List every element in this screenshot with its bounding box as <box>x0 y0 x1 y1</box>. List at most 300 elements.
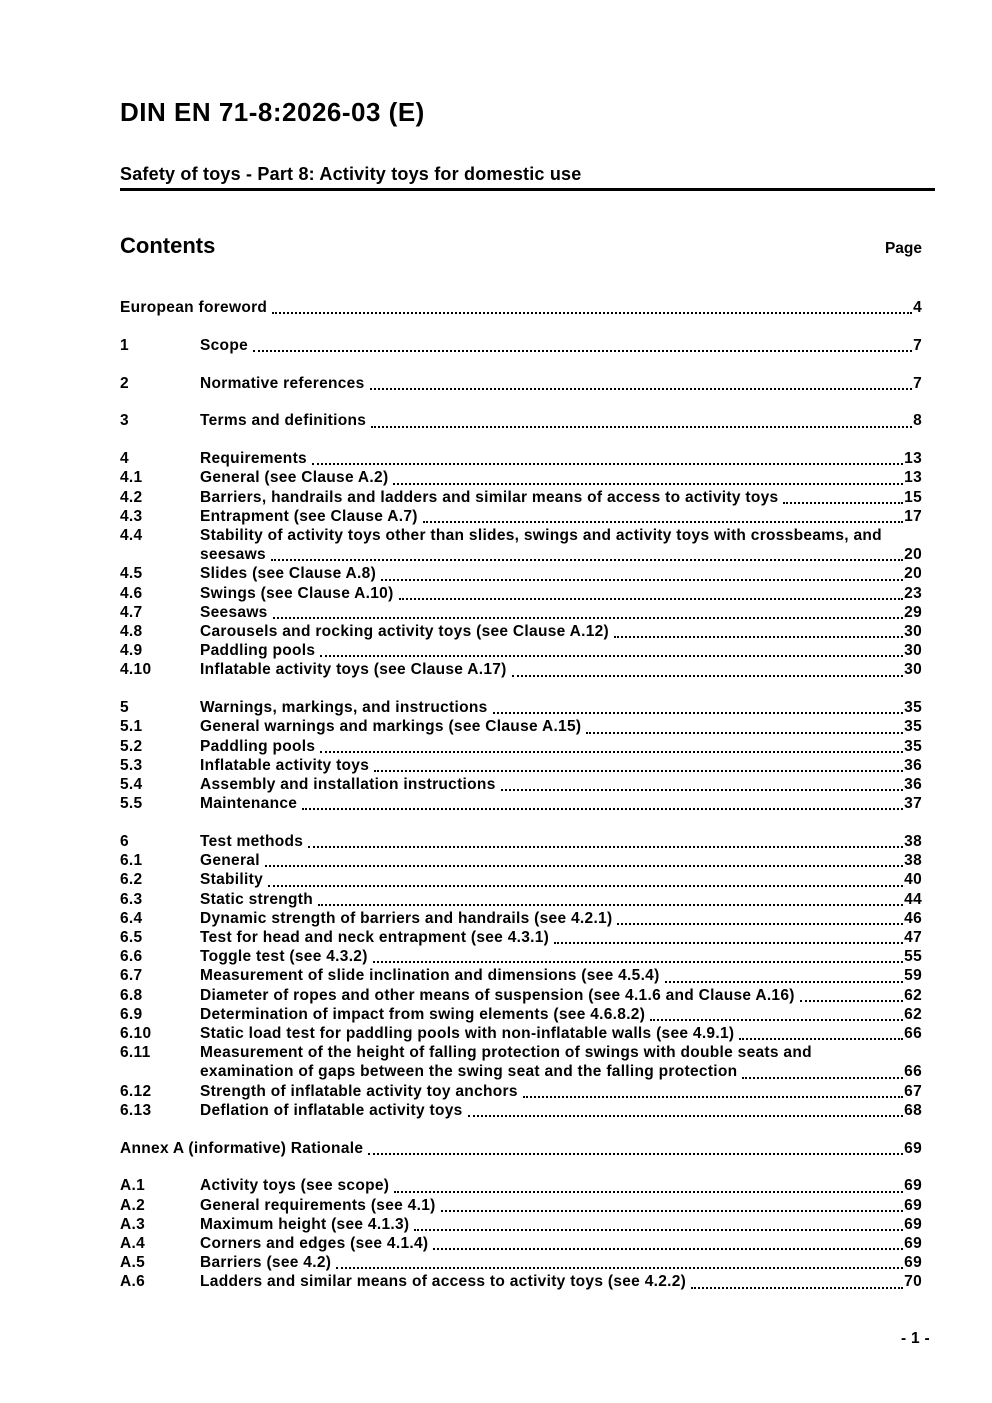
toc-entry-number: 4.9 <box>120 642 143 660</box>
toc-entry-title: Warnings, markings, and instructions <box>200 699 488 717</box>
toc-entry-title: Paddling pools <box>200 642 316 660</box>
toc-entry-body <box>200 909 935 928</box>
toc-entry-number: 6.1 <box>120 852 143 870</box>
toc-entry-page: 69 <box>904 1177 922 1195</box>
toc-entry[interactable] <box>120 890 935 909</box>
toc-entry-page: 62 <box>904 986 922 1004</box>
toc-entry[interactable] <box>120 966 935 985</box>
toc-entry-page: 37 <box>904 795 922 813</box>
toc-entry[interactable] <box>120 909 935 928</box>
toc-entry-line <box>200 411 935 430</box>
toc-entry-title: Test for head and neck entrapment (see 4.3.1) <box>200 929 550 947</box>
toc-entry-body <box>120 298 935 317</box>
toc-entry-title: Static load test for paddling pools with non-inflatable walls (see 4.9.1) <box>200 1025 735 1043</box>
toc-entry-body <box>200 468 935 487</box>
toc-entry-title: European foreword <box>120 299 268 316</box>
toc-entry-page: 7 <box>913 336 922 354</box>
toc-entry[interactable] <box>120 1043 935 1081</box>
document-title: Safety of toys - Part 8: Activity toys for domestic use <box>120 163 935 191</box>
toc-entry-line <box>200 336 935 355</box>
toc-entry-number: 1 <box>120 336 129 354</box>
dot-leader <box>268 603 905 622</box>
toc-entry-title: Test methods <box>200 833 304 851</box>
toc-entry[interactable] <box>120 336 935 355</box>
toc-entry-body <box>200 660 935 679</box>
toc-entry-title: Deflation of inflatable activity toys <box>200 1101 463 1119</box>
toc-entry-page: 4 <box>913 299 922 316</box>
toc-group <box>120 698 935 813</box>
dot-leader <box>609 622 904 641</box>
toc-entry[interactable] <box>120 449 935 468</box>
toc-entry[interactable] <box>120 411 935 430</box>
toc-entry[interactable] <box>120 1196 935 1215</box>
toc-entry-line <box>200 507 935 526</box>
toc-entry-page: 20 <box>904 546 922 564</box>
toc-entry-page: 30 <box>904 623 922 641</box>
toc-entry-number: 4.3 <box>120 507 143 525</box>
toc-entry-body <box>200 584 935 603</box>
toc-entry-title: Terms and definitions <box>200 412 367 430</box>
toc-group <box>120 1139 935 1158</box>
toc-entry[interactable] <box>120 1024 935 1043</box>
toc-group <box>120 832 935 1120</box>
toc-entry-page: 36 <box>904 756 922 774</box>
toc-entry-title: General (see Clause A.2) <box>200 469 389 487</box>
toc-entry[interactable] <box>120 641 935 660</box>
toc-entry[interactable] <box>120 698 935 717</box>
toc-entry-number: 6.13 <box>120 1101 152 1119</box>
toc-entry-line <box>200 1043 935 1062</box>
dot-leader <box>315 641 904 660</box>
toc-entry-body <box>200 1196 935 1215</box>
toc-entry-page: 68 <box>904 1101 922 1119</box>
toc-entry-body <box>200 488 935 507</box>
dot-leader <box>418 507 904 526</box>
dot-leader <box>737 1062 904 1081</box>
toc-entry-number: 5 <box>120 699 129 717</box>
toc-entry-body <box>200 1176 935 1195</box>
toc-entry-body <box>200 698 935 717</box>
toc-entry-line <box>200 622 935 641</box>
toc-entry[interactable] <box>120 298 935 317</box>
toc-entry-page: 69 <box>904 1235 922 1253</box>
toc-entry-number: A.4 <box>120 1235 146 1253</box>
toc-entry-line <box>200 890 935 909</box>
toc-entry-line <box>200 545 935 564</box>
toc-entry-title: Carousels and rocking activity toys (see Clause A.12) <box>200 623 609 641</box>
toc-entry[interactable] <box>120 507 935 526</box>
toc-entry-page: 36 <box>904 776 922 794</box>
toc-entry-body <box>200 1101 935 1120</box>
toc-entry-line <box>200 603 935 622</box>
toc-entry-page: 69 <box>904 1196 922 1214</box>
dot-leader <box>394 584 905 603</box>
toc-entry-title: Entrapment (see Clause A.7) <box>200 507 418 525</box>
toc-entry-line <box>200 794 935 813</box>
toc-entry-page: 40 <box>904 871 922 889</box>
toc-entry-number: 5.1 <box>120 718 143 736</box>
toc-entry-body <box>200 336 935 355</box>
toc-entry-body <box>200 966 935 985</box>
toc-entry-title: Assembly and installation instructions <box>200 776 496 794</box>
toc-entry-title: Toggle test (see 4.3.2) <box>200 948 368 966</box>
toc-entry-line <box>200 928 935 947</box>
toc-entry-title: Stability <box>200 871 263 889</box>
toc-entry-page: 30 <box>904 642 922 660</box>
toc-entry[interactable] <box>120 584 935 603</box>
toc-entry[interactable] <box>120 851 935 870</box>
toc-entry[interactable] <box>120 986 935 1005</box>
toc-entry-line <box>200 1253 935 1272</box>
toc-entry-number: 5.2 <box>120 737 143 755</box>
contents-heading: Contents <box>120 233 216 258</box>
toc-entry-title: General <box>200 852 260 870</box>
toc-entry-title: Annex A (informative) Rationale <box>120 1139 364 1157</box>
toc-entry-title: Maintenance <box>200 795 298 813</box>
toc-entry-title: Ladders and similar means of access to activity toys (see 4.2.2) <box>200 1273 687 1291</box>
toc-entry[interactable] <box>120 1005 935 1024</box>
contents-header <box>120 233 935 259</box>
dot-leader <box>369 756 904 775</box>
toc-entry-body <box>200 603 935 622</box>
toc-entry-page: 69 <box>904 1215 922 1233</box>
toc-entry[interactable] <box>120 717 935 736</box>
dot-leader <box>248 336 913 355</box>
dot-leader <box>660 966 905 985</box>
toc-entry-number: 4.7 <box>120 603 143 621</box>
toc-entry-title: Swings (see Clause A.10) <box>200 584 394 602</box>
toc-entry-page: 29 <box>904 603 922 621</box>
toc-entry[interactable] <box>120 660 935 679</box>
toc-entry-page: 20 <box>904 565 922 583</box>
toc-entry-number: 6.4 <box>120 909 143 927</box>
dot-leader <box>267 298 913 317</box>
toc-entry-line <box>200 526 935 545</box>
toc-entry-number: A.2 <box>120 1196 146 1214</box>
toc-entry-number: 4.8 <box>120 623 143 641</box>
page-content <box>120 0 935 1310</box>
toc-entry[interactable] <box>120 832 935 851</box>
toc-entry-title: Maximum height (see 4.1.3) <box>200 1215 410 1233</box>
toc-entry[interactable] <box>120 374 935 393</box>
toc-entry-title: Determination of impact from swing elements (see 4.6.8.2) <box>200 1005 646 1023</box>
toc-entry-title-continued: examination of gaps between the swing seat and the falling protection <box>200 1063 738 1081</box>
toc-entry-line <box>200 1005 935 1024</box>
toc-entry-body <box>200 1043 935 1081</box>
toc-entry-number: 6.10 <box>120 1025 152 1043</box>
toc-group <box>120 298 935 317</box>
toc-entry-page: 7 <box>913 374 922 392</box>
toc-entry-page: 8 <box>913 412 922 430</box>
toc-entry-line <box>200 870 935 889</box>
toc-entry-body <box>200 947 935 966</box>
toc-entry-line <box>200 851 935 870</box>
dot-leader <box>428 1234 904 1253</box>
toc-entry-number: A.6 <box>120 1273 146 1291</box>
toc-list <box>120 298 935 1292</box>
dot-leader <box>313 890 904 909</box>
toc-entry-body <box>200 526 935 564</box>
toc-entry-title: Corners and edges (see 4.1.4) <box>200 1235 429 1253</box>
toc-entry-page: 15 <box>904 488 922 506</box>
toc-entry-line <box>200 1062 935 1081</box>
toc-entry-number: 6.5 <box>120 929 143 947</box>
toc-entry-body <box>200 1005 935 1024</box>
dot-leader <box>297 794 904 813</box>
toc-entry-title: Activity toys (see scope) <box>200 1177 390 1195</box>
toc-entry-number: 6.9 <box>120 1005 143 1023</box>
toc-entry-line <box>200 1101 935 1120</box>
toc-entry-title: General requirements (see 4.1) <box>200 1196 436 1214</box>
dot-leader <box>260 851 904 870</box>
toc-entry-line <box>200 775 935 794</box>
toc-entry-line <box>200 1234 935 1253</box>
toc-entry-number: A.3 <box>120 1215 146 1233</box>
toc-entry-number: 6 <box>120 833 129 851</box>
toc-entry[interactable] <box>120 564 935 583</box>
toc-entry-line <box>120 1139 935 1158</box>
toc-entry-line <box>200 374 935 393</box>
toc-entry-body <box>200 1082 935 1101</box>
dot-leader <box>389 1176 904 1195</box>
dot-leader <box>507 660 905 679</box>
toc-entry-page: 44 <box>904 890 922 908</box>
toc-entry-body <box>200 449 935 468</box>
dot-leader <box>612 909 904 928</box>
toc-entry-body <box>200 717 935 736</box>
toc-entry[interactable] <box>120 468 935 487</box>
toc-entry-line <box>200 832 935 851</box>
toc-entry-body <box>200 411 935 430</box>
toc-entry[interactable] <box>120 603 935 622</box>
toc-entry-line <box>200 1272 935 1291</box>
toc-entry-body <box>200 794 935 813</box>
dot-leader <box>436 1196 905 1215</box>
dot-leader <box>363 1139 904 1158</box>
toc-entry-page: 23 <box>904 584 922 602</box>
toc-entry-body <box>200 1215 935 1234</box>
toc-entry-body <box>200 622 935 641</box>
toc-entry-title: Paddling pools <box>200 737 316 755</box>
toc-entry-line <box>200 641 935 660</box>
toc-entry[interactable] <box>120 737 935 756</box>
toc-entry-body <box>200 507 935 526</box>
toc-entry[interactable] <box>120 775 935 794</box>
toc-group <box>120 374 935 393</box>
dot-leader <box>409 1215 904 1234</box>
dot-leader <box>581 717 904 736</box>
document-code-heading: DIN EN 71-8:2026-03 (E) <box>120 97 425 127</box>
dot-leader <box>365 374 914 393</box>
toc-entry-title: Seesaws <box>200 603 268 621</box>
dot-leader <box>645 1005 904 1024</box>
dot-leader <box>518 1082 904 1101</box>
toc-entry[interactable] <box>120 1234 935 1253</box>
dot-leader <box>778 488 904 507</box>
dot-leader <box>366 411 913 430</box>
toc-entry-body <box>200 851 935 870</box>
toc-entry-body <box>200 870 935 889</box>
toc-entry-page: 62 <box>904 1005 922 1023</box>
toc-entry-title: Inflatable activity toys (see Clause A.17) <box>200 661 507 679</box>
toc-entry-page: 66 <box>904 1063 922 1081</box>
toc-entry-number: 5.5 <box>120 795 143 813</box>
dot-leader <box>463 1101 905 1120</box>
toc-entry-number: 5.3 <box>120 756 143 774</box>
toc-entry-number: 3 <box>120 412 129 430</box>
dot-leader <box>266 545 904 564</box>
toc-entry-number: 6.6 <box>120 948 143 966</box>
toc-entry-page: 67 <box>904 1082 922 1100</box>
dot-leader <box>549 928 904 947</box>
toc-entry-page: 35 <box>904 718 922 736</box>
dot-leader <box>388 468 904 487</box>
toc-entry-page: 70 <box>904 1273 922 1291</box>
toc-entry-number: 4.10 <box>120 661 152 679</box>
toc-entry-line <box>200 717 935 736</box>
toc-entry[interactable] <box>120 622 935 641</box>
toc-entry[interactable] <box>120 526 935 564</box>
toc-entry-line <box>200 947 935 966</box>
toc-entry-body <box>200 1024 935 1043</box>
toc-entry-number: 6.12 <box>120 1082 152 1100</box>
dot-leader <box>734 1024 904 1043</box>
dot-leader <box>303 832 904 851</box>
toc-entry-number: 2 <box>120 374 129 392</box>
toc-group <box>120 1176 935 1291</box>
toc-entry-line <box>200 468 935 487</box>
toc-entry-page: 69 <box>904 1139 922 1157</box>
toc-entry-body <box>200 986 935 1005</box>
toc-entry-line <box>120 298 935 317</box>
page-column-label: Page <box>884 240 922 257</box>
toc-entry-number: 4.5 <box>120 565 143 583</box>
toc-entry-body <box>200 775 935 794</box>
toc-entry-page: 13 <box>904 450 922 468</box>
toc-entry-line <box>200 1024 935 1043</box>
toc-entry[interactable] <box>120 1253 935 1272</box>
toc-entry[interactable] <box>120 1272 935 1291</box>
toc-entry-line <box>200 1196 935 1215</box>
toc-entry-body <box>120 1139 935 1158</box>
dot-leader <box>795 986 904 1005</box>
toc-entry[interactable] <box>120 1139 935 1158</box>
toc-entry-number: 4.1 <box>120 469 143 487</box>
toc-entry-line <box>200 660 935 679</box>
toc-entry[interactable] <box>120 1215 935 1234</box>
toc-entry-line <box>200 1082 935 1101</box>
toc-entry-body <box>200 1253 935 1272</box>
dot-leader <box>263 870 904 889</box>
toc-entry-title: Stability of activity toys other than slides, swings and activity toys with crossbeams, and <box>200 527 882 544</box>
toc-entry-page: 47 <box>904 929 922 947</box>
toc-entry-title: Strength of inflatable activity toy anchors <box>200 1082 518 1100</box>
toc-group <box>120 336 935 355</box>
toc-entry-title: Inflatable activity toys <box>200 756 370 774</box>
toc-entry[interactable] <box>120 928 935 947</box>
toc-entry-line <box>200 986 935 1005</box>
toc-entry-body <box>200 1272 935 1291</box>
toc-entry-number: 4.4 <box>120 527 143 544</box>
toc-entry-line <box>200 909 935 928</box>
dot-leader <box>331 1253 904 1272</box>
toc-entry-line <box>200 488 935 507</box>
toc-entry-line <box>200 449 935 468</box>
toc-entry[interactable] <box>120 756 935 775</box>
toc-entry-body <box>200 641 935 660</box>
toc-entry-body <box>200 1234 935 1253</box>
toc-entry-title: Measurement of the height of falling protection of swings with double seats and <box>200 1044 812 1062</box>
toc-entry-page: 13 <box>904 469 922 487</box>
toc-group <box>120 449 935 679</box>
toc-entry[interactable] <box>120 870 935 889</box>
toc-entry-page: 69 <box>904 1254 922 1272</box>
toc-entry[interactable] <box>120 1082 935 1101</box>
toc-entry-page: 66 <box>904 1025 922 1043</box>
toc-entry-number: A.1 <box>120 1177 146 1195</box>
toc-entry-number: 6.2 <box>120 871 143 889</box>
toc-entry-line <box>200 756 935 775</box>
dot-leader <box>488 698 905 717</box>
toc-entry-title: Requirements <box>200 450 307 468</box>
toc-entry-page: 35 <box>904 737 922 755</box>
toc-entry-body <box>200 756 935 775</box>
toc-entry-body <box>200 737 935 756</box>
toc-entry-body <box>200 832 935 851</box>
toc-entry-page: 46 <box>904 909 922 927</box>
toc-entry-title: General warnings and markings (see Clause A.15) <box>200 718 582 736</box>
toc-entry-title: Barriers, handrails and ladders and similar means of access to activity toys <box>200 488 779 506</box>
toc-entry-title-continued: seesaws <box>200 546 266 564</box>
toc-entry-number: 4.2 <box>120 488 143 506</box>
toc-entry-page: 35 <box>904 699 922 717</box>
toc-entry-page: 30 <box>904 661 922 679</box>
toc-entry[interactable] <box>120 1176 935 1195</box>
toc-entry-body <box>200 564 935 583</box>
toc-entry[interactable] <box>120 947 935 966</box>
toc-entry-title: Diameter of ropes and other means of suspension (see 4.1.6 and Clause A.16) <box>200 986 795 1004</box>
footer-page-number: - 1 - <box>900 1330 930 1347</box>
toc-entry-line <box>200 698 935 717</box>
toc-entry-number: 6.11 <box>120 1044 151 1062</box>
toc-entry-number: 6.7 <box>120 967 143 985</box>
toc-entry-number: 6.8 <box>120 986 143 1004</box>
toc-entry-body <box>200 890 935 909</box>
dot-leader <box>368 947 904 966</box>
toc-entry-page: 38 <box>904 852 922 870</box>
toc-group <box>120 411 935 430</box>
dot-leader <box>496 775 905 794</box>
toc-entry-line <box>200 1215 935 1234</box>
dot-leader <box>315 737 904 756</box>
toc-entry-title: Slides (see Clause A.8) <box>200 565 377 583</box>
dot-leader <box>307 449 904 468</box>
toc-entry-line <box>200 564 935 583</box>
toc-entry[interactable] <box>120 794 935 813</box>
toc-entry-title: Measurement of slide inclination and dimensions (see 4.5.4) <box>200 967 660 985</box>
toc-entry-title: Static strength <box>200 890 314 908</box>
toc-entry-title: Scope <box>200 336 249 354</box>
dot-leader <box>376 564 904 583</box>
toc-entry-line <box>200 584 935 603</box>
toc-entry-page: 17 <box>904 507 922 525</box>
toc-entry-number: 5.4 <box>120 776 143 794</box>
toc-entry-number: 4.6 <box>120 584 143 602</box>
toc-entry-title: Dynamic strength of barriers and handrails (see 4.2.1) <box>200 909 613 927</box>
toc-entry[interactable] <box>120 488 935 507</box>
toc-entry-line <box>200 966 935 985</box>
toc-entry[interactable] <box>120 1101 935 1120</box>
